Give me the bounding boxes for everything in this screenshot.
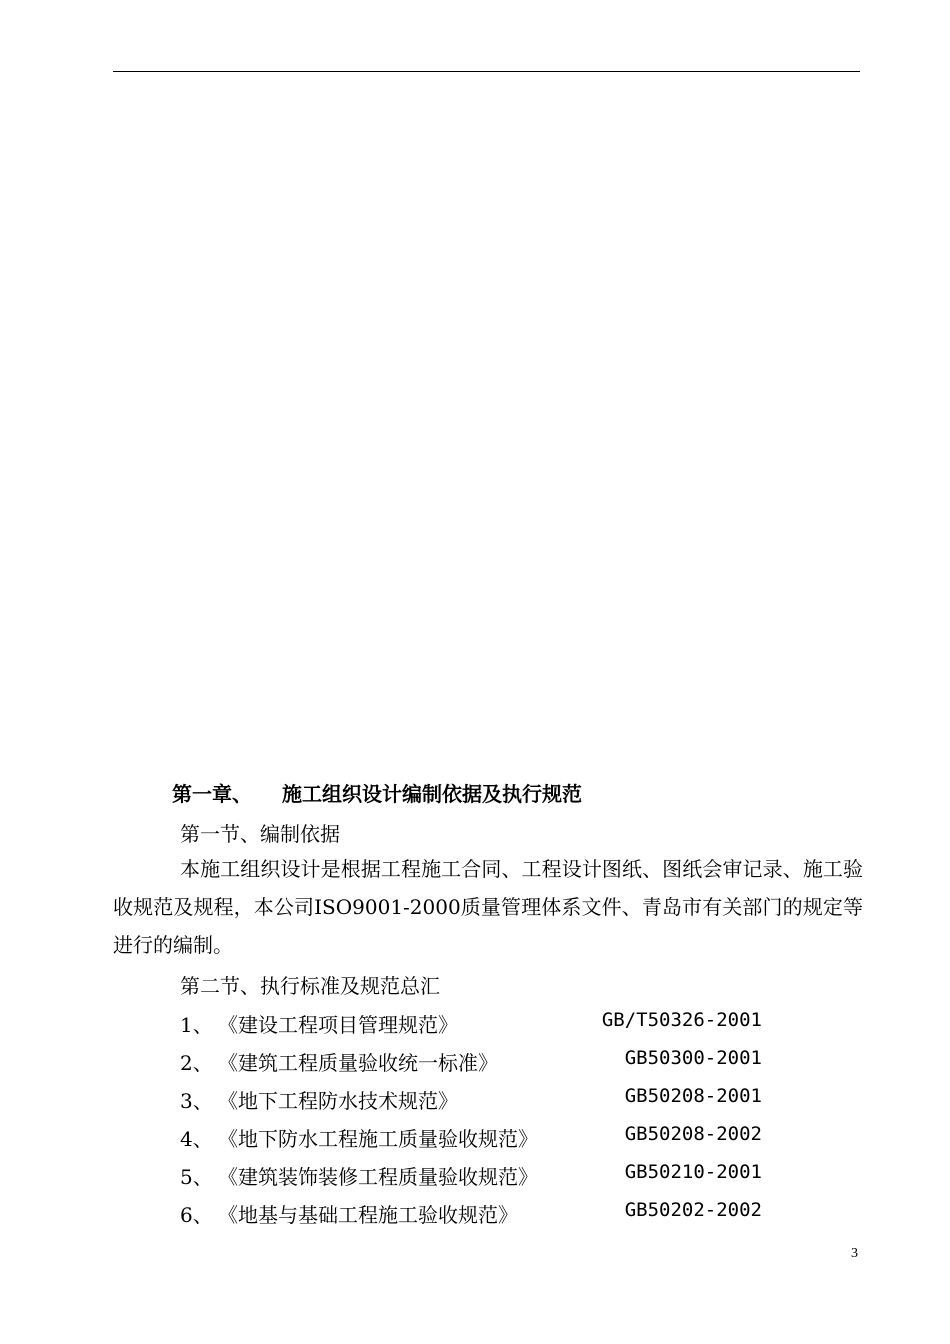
item-name: 《地下工程防水技术规范》 bbox=[218, 1089, 458, 1113]
section-1-title: 第一节、编制依据 bbox=[180, 822, 340, 846]
item-name: 《建设工程项目管理规范》 bbox=[218, 1013, 458, 1037]
item-code: GB50208-2001 bbox=[624, 1085, 762, 1107]
item-code: GB50210-2001 bbox=[624, 1161, 762, 1183]
chapter-number: 第一章、 bbox=[172, 782, 252, 806]
chapter-title: 施工组织设计编制依据及执行规范 bbox=[282, 782, 582, 806]
item-number: 6、 bbox=[180, 1203, 213, 1227]
page-number: 3 bbox=[851, 1246, 858, 1261]
item-code: GB/T50326-2001 bbox=[601, 1009, 762, 1031]
section-2-title: 第二节、执行标准及规范总汇 bbox=[180, 974, 440, 998]
item-code: GB50208-2002 bbox=[624, 1123, 762, 1145]
item-number: 1、 bbox=[180, 1013, 213, 1037]
list-item bbox=[180, 1161, 762, 1189]
item-number: 5、 bbox=[180, 1165, 213, 1189]
item-name: 《建筑装饰装修工程质量验收规范》 bbox=[218, 1165, 538, 1189]
list-item bbox=[180, 1085, 762, 1113]
item-code: GB50300-2001 bbox=[624, 1047, 762, 1069]
chapter-heading bbox=[172, 778, 582, 807]
item-name: 《建筑工程质量验收统一标准》 bbox=[218, 1051, 498, 1075]
list-item bbox=[180, 1009, 762, 1037]
item-number: 3、 bbox=[180, 1089, 213, 1113]
list-item bbox=[180, 1123, 762, 1151]
list-item bbox=[180, 1199, 762, 1227]
list-item bbox=[180, 1047, 762, 1075]
header-rule bbox=[113, 71, 860, 72]
item-number: 4、 bbox=[180, 1127, 213, 1151]
item-name: 《地基与基础工程施工验收规范》 bbox=[218, 1203, 518, 1227]
item-name: 《地下防水工程施工质量验收规范》 bbox=[218, 1127, 538, 1151]
item-code: GB50202-2002 bbox=[624, 1199, 762, 1221]
section-1-paragraph: 本施工组织设计是根据工程施工合同、工程设计图纸、图纸会审记录、施工验收规范及规程，本公司ISO9001-2000质量管理体系文件、青岛市有关部门的规定等进行的编制。 bbox=[113, 857, 863, 957]
item-number: 2、 bbox=[180, 1051, 213, 1075]
